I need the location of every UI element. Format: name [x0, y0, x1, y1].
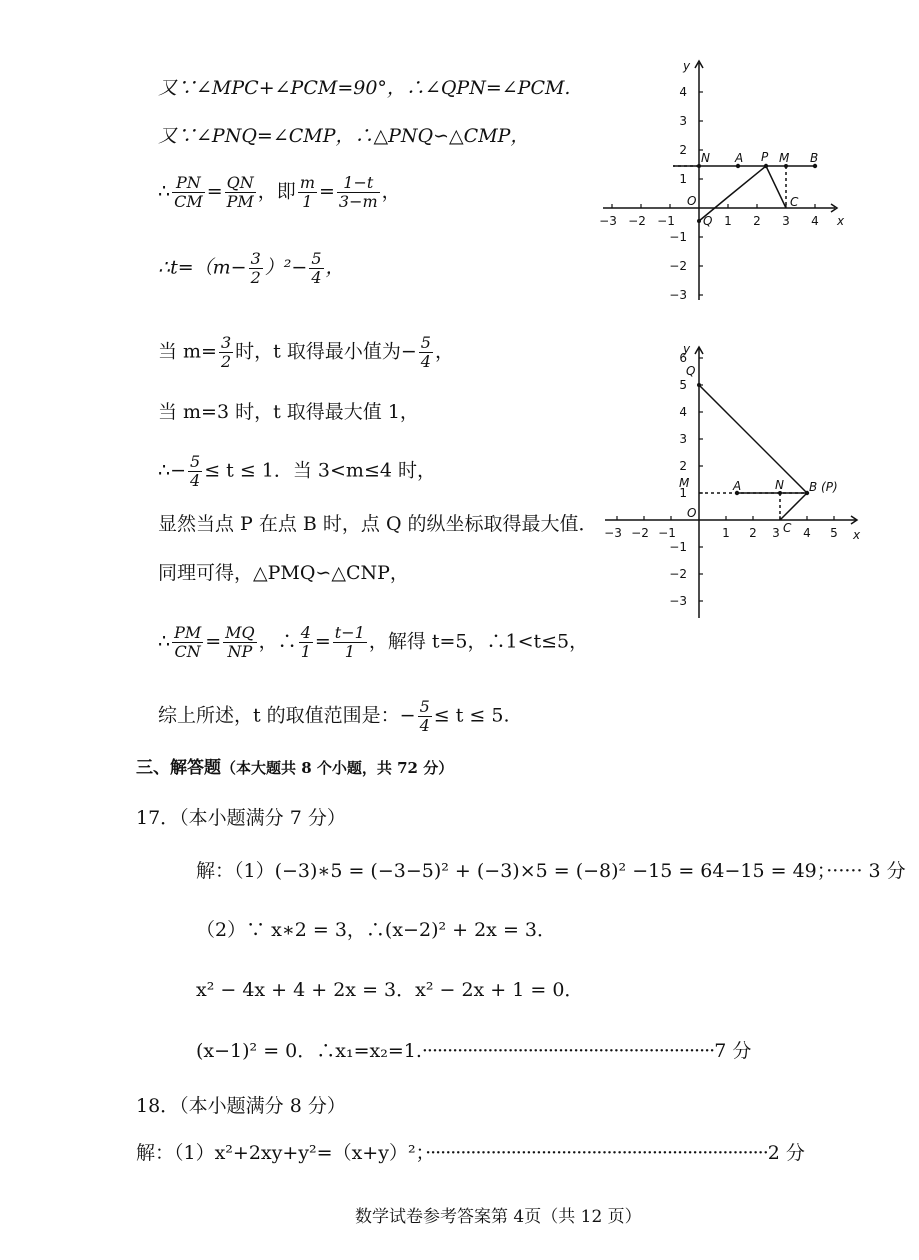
- fraction: $\frac{1-t}{3-m}$: [338, 173, 378, 211]
- svg-text:1: 1: [679, 172, 687, 186]
- q18-line-1: [136, 1141, 805, 1165]
- svg-text:3: 3: [772, 526, 780, 540]
- section-title: 三、解答题: [136, 758, 221, 778]
- text: ≤ t ≤ 1．当 3<m≤4 时，: [204, 459, 436, 482]
- text-line-5: [158, 334, 454, 371]
- fraction: $\frac{5}{4}$: [190, 452, 201, 490]
- svg-text:−2: −2: [669, 567, 687, 581]
- question-17-heading: 17．（本小题满分 7 分）: [136, 807, 346, 829]
- svg-text:−1: −1: [658, 526, 676, 540]
- svg-text:−3: −3: [669, 288, 687, 302]
- svg-text:x: x: [853, 528, 861, 542]
- fraction: $\frac{PM}{CN}$: [174, 623, 202, 661]
- svg-text:5: 5: [830, 526, 838, 540]
- question-18-heading: 18．（本小题满分 8 分）: [136, 1095, 346, 1117]
- text-line-6: 当 m=3 时，t 取得最大值 1，: [158, 401, 419, 423]
- text: ∴: [158, 630, 171, 653]
- fraction: $\frac{4}{1}$: [300, 623, 311, 661]
- svg-text:2: 2: [679, 459, 687, 473]
- svg-text:N: N: [775, 478, 784, 492]
- fraction: $\frac{5}{4}$: [420, 333, 431, 371]
- text: ，: [381, 180, 401, 203]
- svg-text:M: M: [779, 151, 790, 165]
- text-line-1: 又∵∠MPC+∠PCM=90°，∴∠QPN=∠PCM.: [158, 77, 571, 99]
- text-line-10: [158, 624, 588, 661]
- svg-text:−1: −1: [669, 230, 687, 244]
- text: ，即: [257, 180, 296, 203]
- fraction: $\frac{PN}{CM}$: [174, 173, 203, 211]
- q17-line-2: （2）∵ x∗2 = 3，∴(x−2)² + 2x = 3．: [196, 919, 556, 941]
- svg-text:1: 1: [724, 214, 732, 228]
- svg-text:3: 3: [782, 214, 790, 228]
- svg-text:2: 2: [679, 143, 687, 157]
- svg-text:−1: −1: [657, 214, 675, 228]
- section-note: （本大题共 8 个小题，共 72 分）: [221, 759, 454, 777]
- svg-text:O: O: [687, 506, 697, 520]
- svg-text:Q: Q: [686, 364, 696, 378]
- svg-text:1: 1: [679, 486, 687, 500]
- fraction: $\frac{3}{2}$: [220, 333, 232, 371]
- svg-text:A: A: [735, 151, 744, 165]
- fraction: $\frac{MQ}{NP}$: [225, 623, 255, 661]
- svg-text:y: y: [683, 342, 691, 356]
- text: =: [314, 630, 331, 653]
- fraction: $\frac{5}{4}$: [419, 697, 430, 735]
- text: ∴t=（m−: [158, 256, 247, 279]
- text: ，∴: [258, 630, 297, 653]
- svg-text:−2: −2: [669, 259, 687, 273]
- q17-line-1: 解：（1）(−3)∗5 = (−3−5)² + (−3)×5 = (−8)² −15 = 64−15 = 49；······ 3 分: [196, 860, 906, 882]
- svg-text:y: y: [683, 59, 691, 73]
- text: (x−1)² = 0．∴x₁=x₂=1.: [196, 1040, 422, 1062]
- section-heading: [136, 756, 453, 780]
- svg-text:3: 3: [679, 114, 687, 128]
- svg-text:C: C: [790, 195, 799, 209]
- leader-dots: ··························································: [421, 1040, 715, 1062]
- text-line-9: 同理可得，△PMQ∽△CNP，: [158, 562, 409, 584]
- text: ≤ t ≤ 5.: [433, 704, 510, 727]
- text: ，: [434, 340, 454, 363]
- text: =: [205, 630, 222, 653]
- svg-text:B (P): B (P): [809, 480, 838, 494]
- text-line-3: ∴ $\frac{PN}{CM}$ = $\frac{QN}{PM}$ ，即 $\frac{m}{1}$ = $\frac{1-t}{3-m}$ ，: [158, 173, 401, 211]
- q17-line-4: [196, 1039, 751, 1063]
- coordinate-graph-2: [597, 340, 862, 620]
- text-line-11: [158, 698, 510, 735]
- svg-text:C: C: [783, 521, 792, 535]
- text: 综上所述，t 的取值范围是：−: [158, 704, 416, 727]
- text-line-4: [158, 250, 345, 287]
- svg-text:−3: −3: [669, 594, 687, 608]
- leader-dots: ····································································: [425, 1142, 768, 1164]
- svg-text:A: A: [733, 479, 742, 493]
- svg-text:3: 3: [679, 432, 687, 446]
- text: 解：（1）x²+2xy+y²=（x+y）²；: [136, 1142, 426, 1164]
- text-line-2: 又∵∠PNQ=∠CMP，∴△PNQ∽△CMP，: [158, 125, 530, 147]
- score: 7 分: [714, 1040, 752, 1062]
- svg-text:5: 5: [679, 378, 687, 392]
- page-footer: 数学试卷参考答案第 4页（共 12 页）: [355, 1207, 642, 1227]
- fraction: $\frac{t-1}{1}$: [334, 623, 365, 661]
- svg-text:4: 4: [811, 214, 819, 228]
- svg-text:N: N: [701, 151, 710, 165]
- segment-qb: [699, 385, 807, 493]
- svg-text:2: 2: [749, 526, 757, 540]
- svg-text:−2: −2: [628, 214, 646, 228]
- svg-text:4: 4: [679, 85, 687, 99]
- svg-text:6: 6: [679, 351, 687, 365]
- svg-text:O: O: [687, 194, 697, 208]
- text: ，解得 t=5，∴1<t≤5，: [368, 630, 589, 653]
- svg-text:−1: −1: [669, 540, 687, 554]
- text: ∴−: [158, 459, 187, 482]
- svg-text:1: 1: [722, 526, 730, 540]
- svg-text:4: 4: [679, 405, 687, 419]
- text: ，: [325, 256, 345, 279]
- score: 2 分: [767, 1142, 805, 1164]
- fraction: $\frac{5}{4}$: [311, 249, 322, 287]
- text: 当 m=: [158, 340, 217, 363]
- svg-text:B: B: [810, 151, 819, 165]
- svg-text:x: x: [837, 214, 845, 228]
- fraction: $\frac{QN}{PM}$: [226, 173, 254, 211]
- svg-text:−3: −3: [604, 526, 622, 540]
- svg-text:4: 4: [803, 526, 811, 540]
- segment-cb: [780, 493, 807, 520]
- text: ∴: [158, 180, 171, 203]
- path-qpc: [699, 166, 786, 221]
- svg-text:−2: −2: [631, 526, 649, 540]
- text: =: [206, 180, 223, 203]
- fraction: $\frac{m}{1}$: [299, 173, 315, 211]
- text: 时，t 取得最小值为−: [235, 340, 417, 363]
- svg-text:P: P: [761, 150, 769, 164]
- svg-text:2: 2: [753, 214, 761, 228]
- text-line-7: [158, 453, 436, 490]
- text-line-8: 显然当点 P 在点 B 时，点 Q 的纵坐标取得最大值．: [158, 513, 598, 535]
- fraction: $\frac{3}{2}$: [250, 249, 261, 287]
- svg-text:Q: Q: [703, 214, 713, 228]
- text: ）²−: [264, 256, 308, 279]
- svg-text:M: M: [679, 476, 690, 490]
- q17-line-3: x² − 4x + 4 + 2x = 3．x² − 2x + 1 = 0．: [196, 979, 584, 1001]
- svg-text:−3: −3: [599, 214, 617, 228]
- coordinate-graph-1: [595, 55, 845, 305]
